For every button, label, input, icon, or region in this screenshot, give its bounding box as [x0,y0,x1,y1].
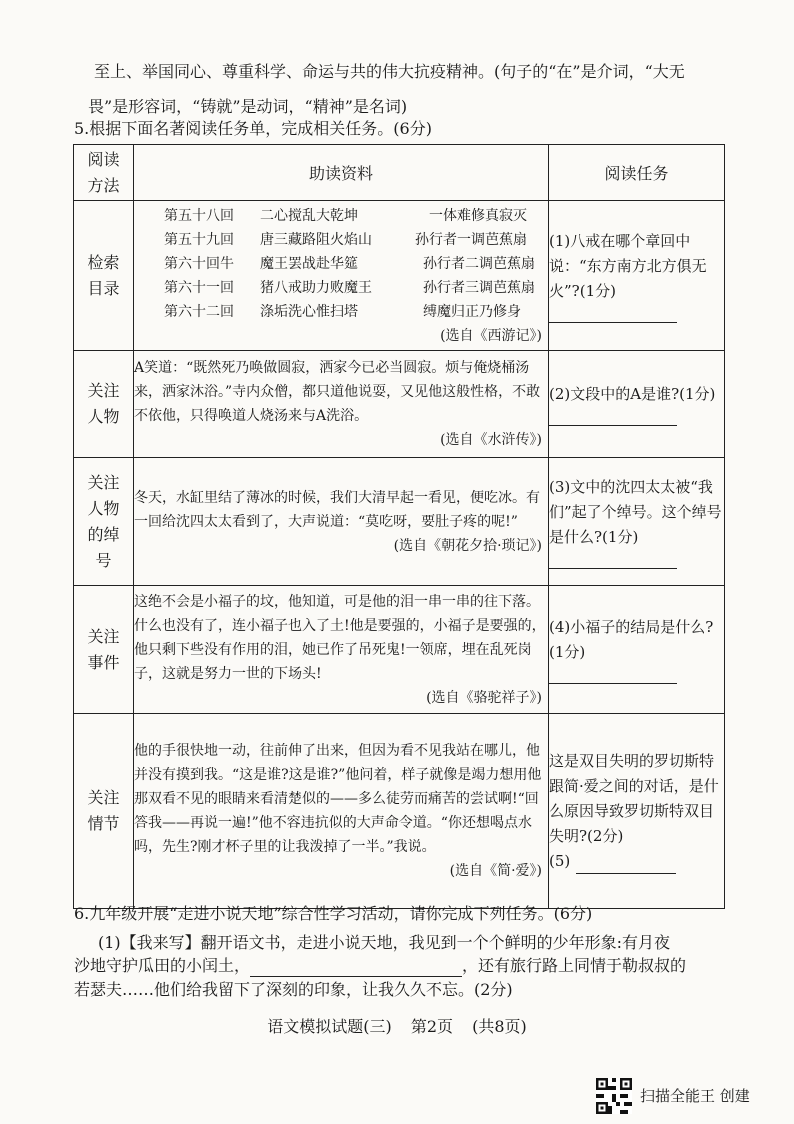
material-cell [134,351,549,458]
footer-subject: 语文模拟试题(三) [267,1017,392,1036]
table-row [74,351,725,458]
header-method [74,145,134,201]
task-text: (1)八戒在哪个章回中说：“东方南方北方俱无火”?(1分) [549,231,707,300]
table-row [74,714,725,909]
catalog-entry [164,228,548,252]
task-cell [549,714,725,909]
chapter-title-b: 孙行者一调芭蕉扇 [415,231,527,248]
source-note: (选自《西游记》) [440,327,542,344]
page-footer [0,1014,794,1037]
material-text: 他的手很快地一动，往前伸了出来，但因为看不见我站在哪儿，他并没有摸到我。“这是谁?这是谁?”他问着，样子就像是竭力想用他那双看不见的眼睛来看清楚似的——多么徒劳而痛苦的尝试啊!“回答我——再说一遍!”他不容违抗似的大声命令道。“你还想喝点水吗，先生?刚才杯子里的让我泼掉了一半。”我说。 [134,743,542,855]
task-text: (4)小福子的结局是什么?(1分) [549,618,714,661]
task-cell [549,586,725,714]
header-task: 阅读任务 [549,145,725,201]
table-row [74,586,725,714]
question-6-part1-line2 [74,955,686,977]
chapter-number: 第六十二回 [164,303,234,320]
method-cell [74,586,134,714]
method-text: 人物 [87,498,120,518]
material-cell [134,201,549,351]
method-text: 号 [95,550,112,570]
chapter-title-b: 缚魔归正乃修身 [423,303,521,320]
header-method-line2: 方法 [87,175,120,195]
answer-blank[interactable] [549,312,677,323]
header-material: 助读资料 [134,145,549,201]
chapter-title-b: 孙行者三调芭蕉扇 [423,279,535,296]
method-text: 关注 [87,472,120,492]
method-text: 目录 [87,278,120,298]
material-cell [134,714,549,909]
chapter-number: 第五十八回 [164,207,234,224]
paragraph-continuation-1: 至上、举国同心、尊重科学、命运与共的伟大抗疫精神。(句子的“在”是介词，“大无 [94,62,685,81]
table-row [74,201,725,351]
answer-blank[interactable] [549,673,677,684]
method-text: 关注 [87,788,120,807]
chapter-title-a: 唐三藏路阻火焰山 [260,231,372,248]
question-6-part1-line3: 若瑟夫……他们给我留下了深刻的印象，让我久久不忘。(2分) [74,980,513,999]
paragraph-continuation-2: 畏”是形容词，“铸就”是动词，“精神”是名词) [88,97,408,116]
material-cell [134,458,549,586]
method-text: 人物 [87,407,120,426]
task-label: (5) [549,851,571,870]
chapter-title-a: 涤垢洗心惟扫塔 [260,303,358,320]
table-row [74,458,725,586]
fill-in-blank[interactable] [250,960,462,977]
catalog-entry [164,252,548,276]
task-text: 这是双目失明的罗切斯特跟简·爱之间的对话，是什么原因导致罗切斯特双目失明?(2分) [549,751,719,845]
chapter-number: 第五十九回 [164,231,234,248]
question-5-heading: 5.根据下面名著阅读任务单，完成相关任务。(6分) [74,119,432,138]
qr-code-icon [596,1078,632,1114]
answer-line-5 [549,849,724,874]
method-cell [74,714,134,909]
chapter-number: 第六十一回 [164,279,234,296]
footer-total-pages: (共8页) [472,1017,527,1036]
method-cell [74,351,134,458]
q6-text-after-blank: ，还有旅行路上同情于勒叔叔的 [462,956,687,975]
answer-blank[interactable] [549,415,677,426]
task-cell [549,351,725,458]
chapter-title-a: 魔王罢战赴华筵 [260,255,358,272]
answer-blank[interactable] [576,863,676,874]
source-note: (选自《朝花夕拾·琐记》) [393,537,542,554]
method-text: 检索 [87,252,120,272]
catalog-entry [164,204,548,228]
chapter-title-a: 二心搅乱大乾坤 [260,207,358,224]
method-text: 情节 [87,814,120,833]
chapter-title-b: 一体难修真寂灭 [429,207,527,224]
material-cell [134,586,549,714]
answer-blank[interactable] [549,558,677,569]
material-text: A笑道：“既然死乃唤做圆寂，洒家今已必当圆寂。烦与俺烧桶汤来，洒家沐浴。”寺内众僧，都只道他说耍，又见他这般性格，不敢不依他，只得唤道人烧汤来与A洗浴。 [134,360,541,424]
method-cell [74,201,134,351]
method-text: 关注 [87,626,120,646]
question-6-part1-line1: (1)【我来写】翻开语文书，走进小说天地，我见到一个个鲜明的少年形象:有月夜 [98,933,671,952]
source-note: (选自《简·爱》) [449,863,542,879]
source-note: (选自《骆驼祥子》) [426,689,542,706]
method-text: 事件 [87,652,120,672]
method-text: 的绰 [87,524,120,544]
task-cell [549,201,725,351]
chapter-title-b: 孙行者二调芭蕉扇 [423,255,535,272]
q6-text-before-blank: 沙地守护瓜田的小闰土， [74,956,251,975]
catalog-entry [164,276,548,300]
material-text: 这绝不会是小福子的坟，他知道，可是他的泪一串一串的往下落。什么也没有了，连小福子也入了土!他是要强的，小福子是要强的，他只剩下些没有作用的泪，她已作了吊死鬼!一领席，埋在乱死岗子，这就是努力一世的下场头! [134,593,546,682]
task-text: (3)文中的沈四太太被“我们”起了个绰号。这个绰号是什么?(1分) [549,477,722,546]
question-6-heading: 6.九年级开展“走进小说天地”综合性学习活动，请你完成下列任务。(6分) [74,904,593,923]
task-text: (2)文段中的A是谁?(1分) [549,385,716,403]
chapter-title-a: 猪八戒助力败魔王 [260,279,372,296]
table-header-row [74,145,725,201]
footer-page-number: 第2页 [410,1017,453,1036]
method-text: 关注 [87,381,120,400]
header-method-line1: 阅读 [87,149,120,169]
task-cell [549,458,725,586]
material-text: 冬天，水缸里结了薄冰的时候，我们大清早起一看见，便吃冰。有一回给沈四太太看到了，大声说道：“莫吃呀，要肚子疼的呢!” [134,489,540,530]
source-note: (选自《水浒传》) [440,432,542,448]
catalog-entry [164,300,548,324]
method-cell [74,458,134,586]
watermark-text: 扫描全能王 创建 [640,1087,750,1105]
reading-task-table [73,144,725,909]
chapter-number: 第六十回牛 [164,255,234,272]
